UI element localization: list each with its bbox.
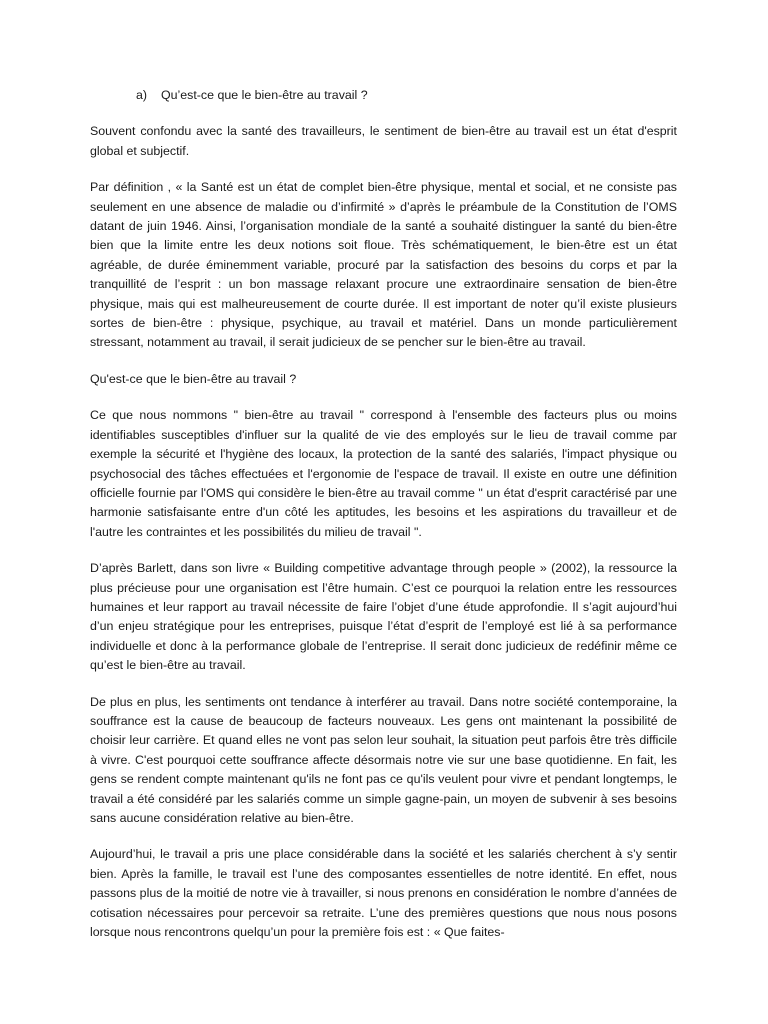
paragraph-intro: Souvent confondu avec la santé des travailleurs, le sentiment de bien-être au travail est un état d'esprit global et subjectif. (90, 124, 677, 158)
paragraph-sentiments: De plus en plus, les sentiments ont tendance à interférer au travail. Dans notre société contemporaine, la souffrance est la cause de beaucoup de facteurs nouveaux. Les gens ont maintenant la possibilité de choisir leur carrière. Et quand elles ne vont pas selon leur souhait, la situation peut parfois être très difficile à vivre. C'est pourquoi cette souffrance affecte désormais notre vie sur une base quotidienne. En fait, les gens se rendent compte maintenant qu'ils ne font pas ce qu'ils veulent pour vivre et pendant longtemps, le travail a été considéré par les salariés comme un simple gagne-pain, un moyen de subvenir à ses besoins sans aucune considération relative au bien-être. (90, 694, 677, 825)
paragraph-barlett: D’après Barlett, dans son livre « Building competitive advantage through people » (2002), la ressource la plus précieuse pour une organisation est l’être humain. C’est ce pourquoi la relation entre les ressources humaines et leur rapport au travail nécessite de faire l’objet d’une étude approfondie. Il s’agit aujourd’hui d’un enjeu stratégique pour les entreprises, puisque l’état d’esprit de l’employé est lié à sa performance individuelle et donc à la performance globale de l’entreprise. Il serait donc judicieux de redéfinir même ce qu’est le bien-être au travail. (90, 561, 677, 673)
paragraph-oms-definition: Ce que nous nommons " bien-être au travail " correspond à l'ensemble des facteurs plus ou moins identifiables susceptibles d'influer sur la qualité de vie des employés sur le lieu de travail comme par exemple la sécurité et l'hygiène des locaux, la protection de la santé des salariés, l'impact physique ou psychosocial des tâches effectuées et l'ergonomie de l'espace de travail. Il existe en outre une définition officielle fournie par l'OMS qui considère le bien-être au travail comme " un état d'esprit caractérisé par une harmonie satisfaisante entre d'un côté les aptitudes, les besoins et les aspirations du travailleur et de l'autre les contraintes et les possibilités du milieu de travail ". (90, 408, 677, 539)
section-heading (90, 86, 677, 105)
section-marker: a) (136, 88, 148, 102)
subheading: Qu'est-ce que le bien-être au travail ? (90, 371, 297, 386)
paragraph-definition: Par définition , « la Santé est un état de complet bien-être physique, mental et social, et ne consiste pas seulement en une absence de maladie ou d’infirmité » d’après le préambule de la Constitution de l’OMS datant de juin 1946. Ainsi, l’organisation mondiale de la santé a souhaité distinguer la santé du bien-être bien que la limite entre les deux notions soit floue. Très schématiquement, le bien-être est un état agréable, de durée éminemment variable, procuré par la satisfaction des besoins du corps et par la tranquillité de l’esprit : un bon massage relaxant procure une extraordinaire sensation de bien-être physique, mais qui est malheureusement de courte durée. Il est important de noter qu’il existe plusieurs sortes de bien-être : physique, psychique, au travail et matériel. Dans un monde particulièrement stressant, notamment au travail, il serait judicieux de se pencher sur le bien-être au travail. (90, 180, 677, 350)
document-page (90, 86, 677, 959)
section-title: Qu’est-ce que le bien-être au travail ? (161, 88, 368, 102)
paragraph-identity: Aujourd’hui, le travail a pris une place considérable dans la société et les salariés cherchent à s’y sentir bien. Après la famille, le travail est l’une des composantes essentielles de notre identité. En effet, nous passons plus de la moitié de notre vie à travailler, si nous prenons en considération le nombre d’années de cotisation nécessaires pour percevoir sa retraite. L’une des premières questions que nous nous posons lorsque nous rencontrons quelqu’un pour la première fois est : « Que faites- (90, 847, 677, 940)
